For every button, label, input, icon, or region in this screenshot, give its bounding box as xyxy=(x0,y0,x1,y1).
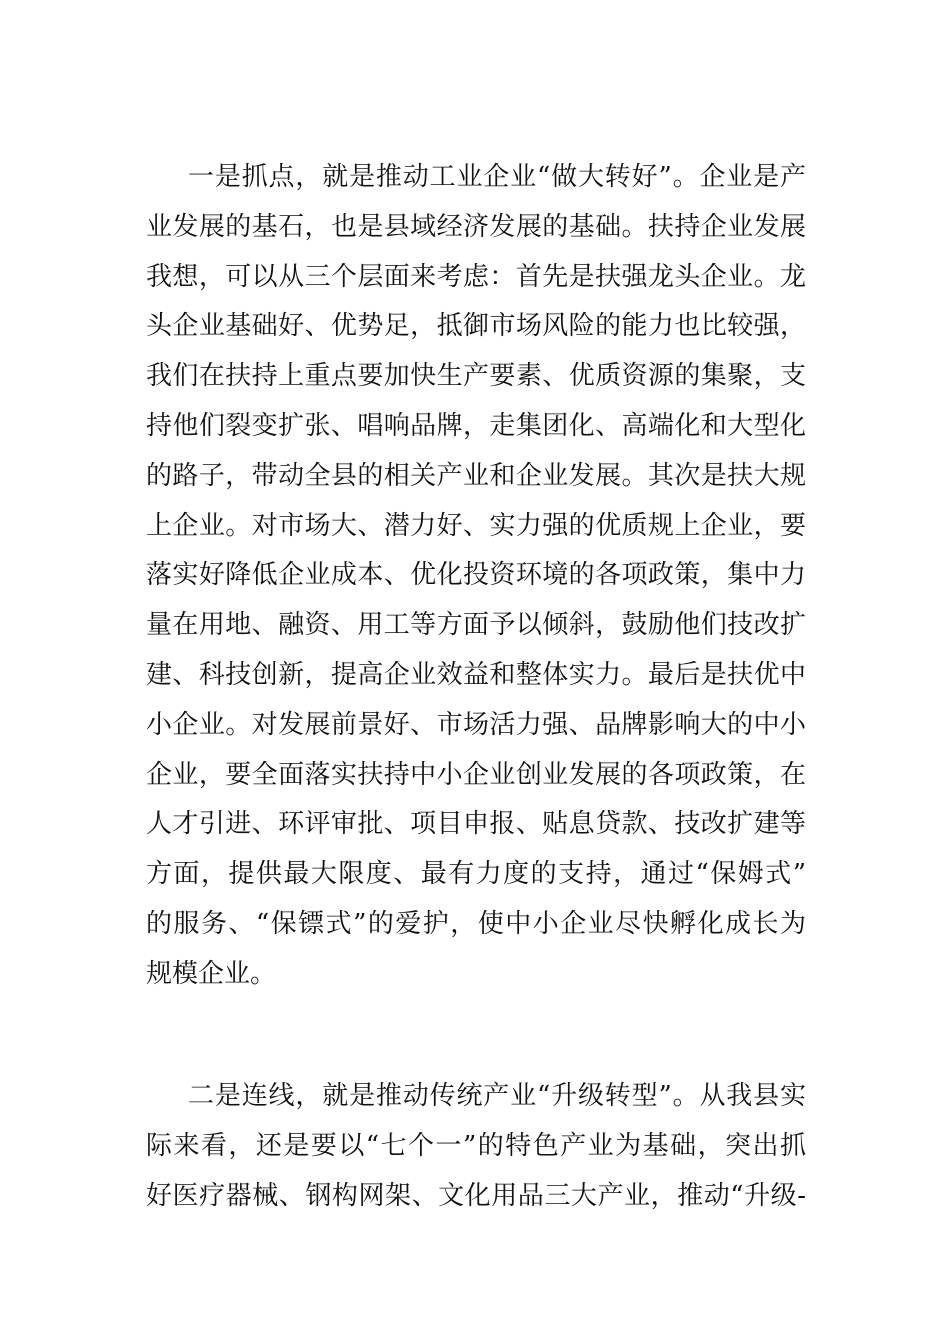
paragraph-line: 头企业基础好、优势足，抵御市场风险的能力也比较强， xyxy=(146,311,806,342)
paragraph-line: 业发展的基石，也是县域经济发展的基础。扶持企业发展 xyxy=(146,211,806,242)
paragraph-line: 的路子，带动全县的相关产业和企业发展。其次是扶大规 xyxy=(146,460,806,491)
paragraph-line: 际来看，还是要以“七个一”的特色产业为基础，突出抓 xyxy=(146,1130,806,1161)
paragraph-line: 好医疗器械、钢构网架、文化用品三大产业，推动“升级- xyxy=(146,1180,806,1211)
paragraph-line: 人才引进、环评审批、项目申报、贴息贷款、技改扩建等 xyxy=(146,809,806,840)
paragraph-line: 规模企业。 xyxy=(146,958,277,989)
paragraph-line: 上企业。对市场大、潜力好、实力强的优质规上企业，要 xyxy=(146,510,806,541)
paragraph-line: 方面，提供最大限度、最有力度的支持，通过“保姆式” xyxy=(146,859,806,890)
paragraph-line: 的服务、“保镖式”的爱护，使中小企业尽快孵化成长为 xyxy=(146,908,806,939)
paragraph-line: 我们在扶持上重点要加快生产要素、优质资源的集聚，支 xyxy=(146,361,806,392)
paragraph-line: 企业，要全面落实扶持中小企业创业发展的各项政策，在 xyxy=(146,759,806,790)
paragraph-line: 量在用地、融资、用工等方面予以倾斜，鼓励他们技改扩 xyxy=(146,610,806,641)
paragraph-1 xyxy=(146,153,806,1000)
paragraph-line: 小企业。对发展前景好、市场活力强、品牌影响大的中小 xyxy=(146,709,806,740)
paragraph-line: 一是抓点，就是推动工业企业“做大转好”。企业是产 xyxy=(188,162,806,192)
paragraph-line: 我想，可以从三个层面来考虑：首先是扶强龙头企业。龙 xyxy=(146,261,806,292)
paragraph-2 xyxy=(146,1072,806,1221)
paragraph-line: 建、科技创新，提高企业效益和整体实力。最后是扶优中 xyxy=(146,659,806,690)
paragraph-line: 落实好降低企业成本、优化投资环境的各项政策，集中力 xyxy=(146,560,806,591)
paragraph-line: 持他们裂变扩张、唱响品牌，走集团化、高端化和大型化 xyxy=(146,410,806,441)
paragraph-line: 二是连线，就是推动传统产业“升级转型”。从我县实 xyxy=(188,1081,806,1111)
